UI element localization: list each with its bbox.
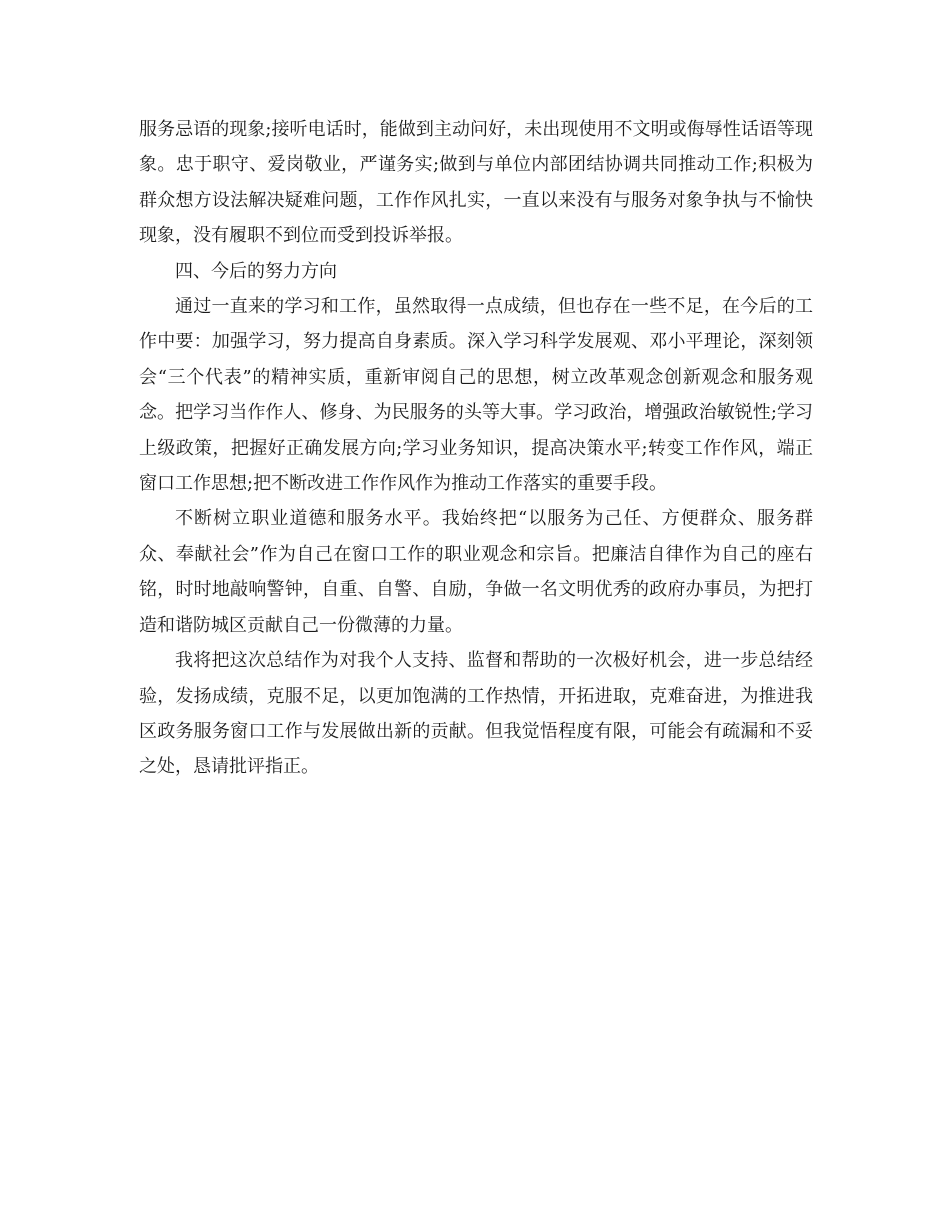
section-heading: 四、今后的努力方向: [175, 260, 337, 282]
paragraph-continuation: 服务忌语的现象;接听电话时，能做到主动问好，未出现使用不文明或侮辱性话语等现象。忠于职守、爱岗敬业，严谨务实;做到与单位内部团结协调共同推动工作;积极为群众想方设法解决疑难问题，工作作风扎实，一直以来没有与服务对象争执与不愉快现象，没有履职不到位而受到投诉举报。: [139, 119, 813, 247]
paragraph-body: 我将把这次总结作为对我个人支持、监督和帮助的一次极好机会，进一步总结经验，发扬成绩，克服不足，以更加饱满的工作热情，开拓进取，克难奋进，为推进我区政务服务窗口工作与发展做出新的贡献。但我觉悟程度有限，可能会有疏漏和不妥之处，恳请批评指正。: [139, 650, 813, 778]
document-body: [139, 112, 813, 785]
paragraph-body: 不断树立职业道德和服务水平。我始终把“以服务为己任、方便群众、服务群众、奉献社会”作为自己在窗口工作的职业观念和宗旨。把廉洁自律作为自己的座右铭，时时地敲响警钟，自重、自警、自励，争做一名文明优秀的政府办事员，为把打造和谐防城区贡献自己一份微薄的力量。: [139, 508, 813, 636]
paragraph-body: 通过一直来的学习和工作，虽然取得一点成绩，但也存在一些不足，在今后的工作中要：加强学习，努力提高自身素质。深入学习科学发展观、邓小平理论，深刻领会“三个代表”的精神实质，重新审阅自己的思想，树立改革观念创新观念和服务观念。把学习当作作人、修身、为民服务的头等大事。学习政治，增强政治敏锐性;学习上级政策，把握好正确发展方向;学习业务知识，提高决策水平;转变工作作风，端正窗口工作思想;把不断改进工作作风作为推动工作落实的重要手段。: [139, 296, 813, 495]
